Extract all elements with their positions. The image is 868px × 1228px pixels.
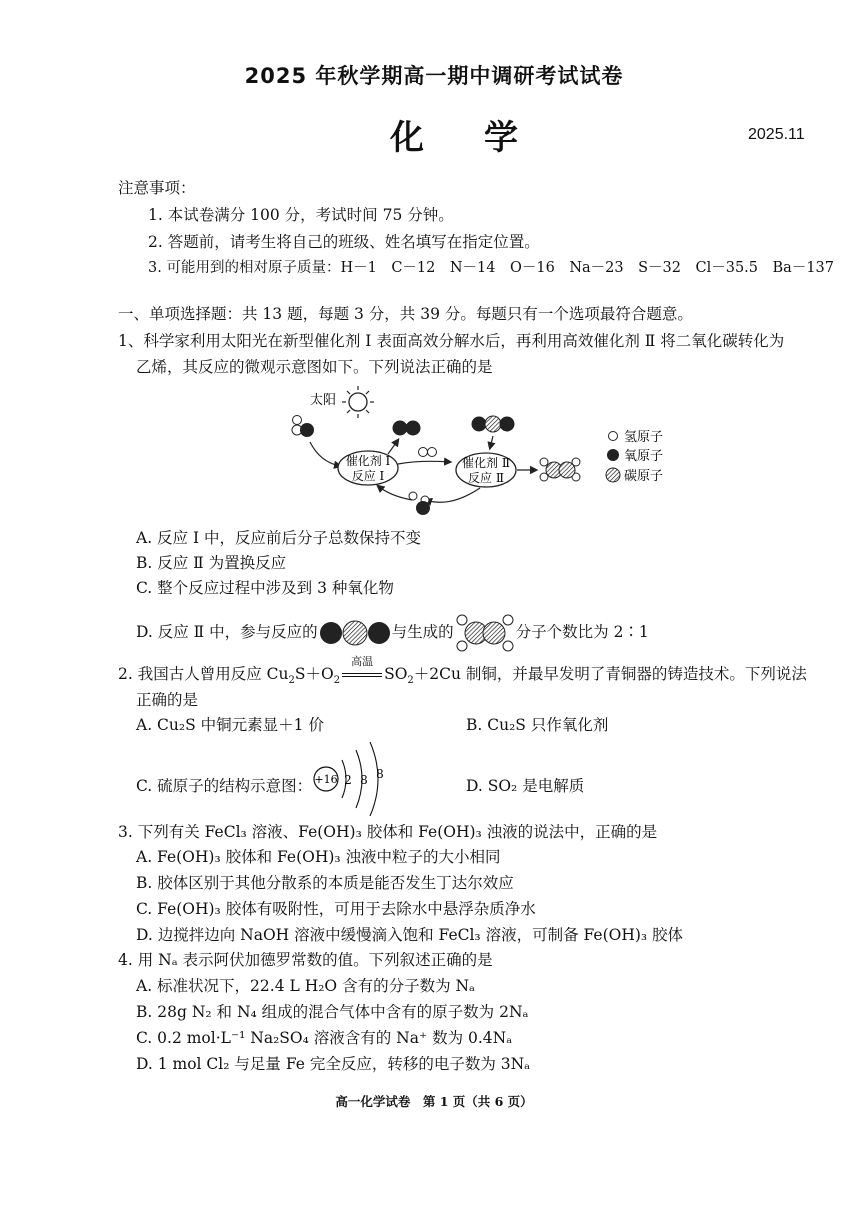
q2-condition: 高温 (351, 655, 374, 668)
page-footer: 高一化学试卷 第 1 页（共 6 页） (335, 1094, 533, 1109)
catalyst-2-label: 催化剂 Ⅱ (462, 456, 510, 470)
q4-option-a: A. 标准状况下，22.4 L H₂O 含有的分子数为 Nₐ (136, 977, 476, 995)
q3-option-a: A. Fe(OH)₃ 胶体和 Fe(OH)₃ 浊液中粒子的大小相同 (136, 848, 501, 866)
arrow-water-in (310, 442, 340, 466)
notes-title: 注意事项： (118, 179, 196, 197)
legend-hydrogen: 氢原子 (624, 430, 664, 445)
arrow-oxygen-out (388, 440, 398, 454)
q2-option-b: B. Cu₂S 只作氧化剂 (466, 716, 609, 734)
note-item-2: 2. 答题前，请考生将自己的班级、姓名填写在指定位置。 (148, 233, 540, 251)
exam-date: 2025.11 (748, 126, 805, 143)
q2-option-d: D. SO₂ 是电解质 (466, 777, 585, 795)
nucleus-charge: +16 (314, 773, 338, 786)
sulfur-atom-structure-diagram (310, 742, 390, 816)
oxygen-molecule-icon (393, 421, 421, 436)
q1-stem-line2: 乙烯，其反应的微观示意图如下。下列说法正确的是 (136, 358, 493, 376)
q1-option-d-text2: 与生成的 (391, 623, 454, 641)
q1-option-a: A. 反应 Ⅰ 中，反应前后分子总数保持不变 (136, 529, 422, 547)
arrow-hydrogen (398, 461, 450, 464)
q2-stem-d: ＋2Cu 制铜，并最早发明了青铜器的铸造技术。下列说法 (413, 665, 807, 683)
q2-stem-line2: 正确的是 (136, 691, 199, 709)
q2-option-a: A. Cu₂S 中铜元素显＋1 价 (136, 716, 324, 734)
arrow-water-return (426, 488, 480, 502)
q2-stem-a: 2. 我国古人曾用反应 Cu (118, 665, 289, 683)
legend-carbon: 碳原子 (624, 469, 664, 484)
sun-icon (342, 386, 374, 418)
q2-condition-arrow (340, 655, 384, 684)
q2-option-c: C. 硫原子的结构示意图： (136, 777, 313, 795)
water-molecule-icon (292, 416, 314, 438)
arrow-water-to-cat1 (378, 486, 412, 500)
hydrogen-molecule-icon (419, 448, 437, 457)
shell-1-electrons: 2 (344, 773, 352, 787)
catalyst-1-label: 催化剂 Ⅰ (345, 454, 391, 468)
shell-3-electrons: 8 (376, 767, 384, 781)
co2-molecule-icon (318, 619, 392, 647)
q3-option-c: C. Fe(OH)₃ 胶体有吸附性，可用于去除水中悬浮杂质净水 (136, 900, 536, 918)
water-molecule-return-icon (409, 492, 430, 515)
q4-option-d: D. 1 mol Cl₂ 与足量 Fe 完全反应，转移的电子数为 3Nₐ (136, 1055, 531, 1073)
q1-reaction-diagram (280, 382, 680, 518)
reaction-2-label: 反应 Ⅱ (468, 471, 504, 485)
legend-oxygen: 氧原子 (624, 449, 664, 464)
ethylene-molecule-icon (540, 458, 580, 481)
co2-molecule-icon (472, 416, 515, 432)
q3-option-b: B. 胶体区别于其他分散系的本质是能否发生丁达尔效应 (136, 874, 514, 892)
subject-title: 化学 (390, 118, 578, 158)
q2-stem-c: SO (384, 665, 408, 683)
q1-option-d (136, 612, 649, 652)
q1-option-d-text1: D. 反应 Ⅱ 中，参与反应的 (136, 623, 318, 641)
note-item-1: 1. 本试卷满分 100 分，考试时间 75 分钟。 (148, 206, 454, 224)
legend (606, 430, 663, 484)
exam-title: 2025 年秋学期高一期中调研考试试卷 (244, 64, 624, 88)
section-title: 一、单项选择题：共 13 题，每题 3 分，共 39 分。每题只有一个选项最符合题意。 (118, 305, 693, 323)
q2-stem-line1: 2. 我国古人曾用反应 $Cu_2S+O_2$ 高温 $SO_2+2Cu$ 制铜，并最早发明了青铜器的铸造技术。下列说法 (118, 664, 807, 691)
q1-stem-line1: 1、科学家利用太阳光在新型催化剂 Ⅰ 表面高效分解水后，再利用高效催化剂 Ⅱ 将二氧化碳转化为 (118, 332, 785, 350)
arrow-co2-in (490, 436, 493, 448)
sun-label: 太阳 (310, 393, 337, 408)
q1-option-c: C. 整个反应过程中涉及到 3 种氧化物 (136, 579, 394, 597)
q4-option-b: B. 28g N₂ 和 N₄ 组成的混合气体中含有的原子数为 2Nₐ (136, 1003, 529, 1021)
q1-option-b: B. 反应 Ⅱ 为置换反应 (136, 554, 287, 572)
q3-stem: 3. 下列有关 FeCl₃ 溶液、Fe(OH)₃ 胶体和 Fe(OH)₃ 浊液的说法中，正确的是 (118, 823, 658, 841)
shell-2-electrons: 8 (360, 773, 368, 787)
q4-option-c: C. 0.2 mol·L⁻¹ Na₂SO₄ 溶液含有的 Na⁺ 数为 0.4Nₐ (136, 1029, 513, 1047)
q1-option-d-text3: 分子个数比为 2∶1 (515, 623, 649, 641)
ethylene-molecule-icon (454, 613, 516, 653)
q4-stem: 4. 用 Nₐ 表示阿伏加德罗常数的值。下列叙述正确的是 (118, 951, 493, 969)
q2-stem-b: S＋O (294, 665, 334, 683)
q3-option-d: D. 边搅拌边向 NaOH 溶液中缓慢滴入饱和 FeCl₃ 溶液，可制备 Fe(OH)₃ 胶体 (136, 926, 684, 944)
note-item-3: 3. 可能用到的相对原子质量：H－1 C－12 N－14 O－16 Na－23 S－32 Cl－35.5 Ba－137 (148, 260, 834, 276)
reaction-1-label: 反应 Ⅰ (351, 469, 385, 483)
